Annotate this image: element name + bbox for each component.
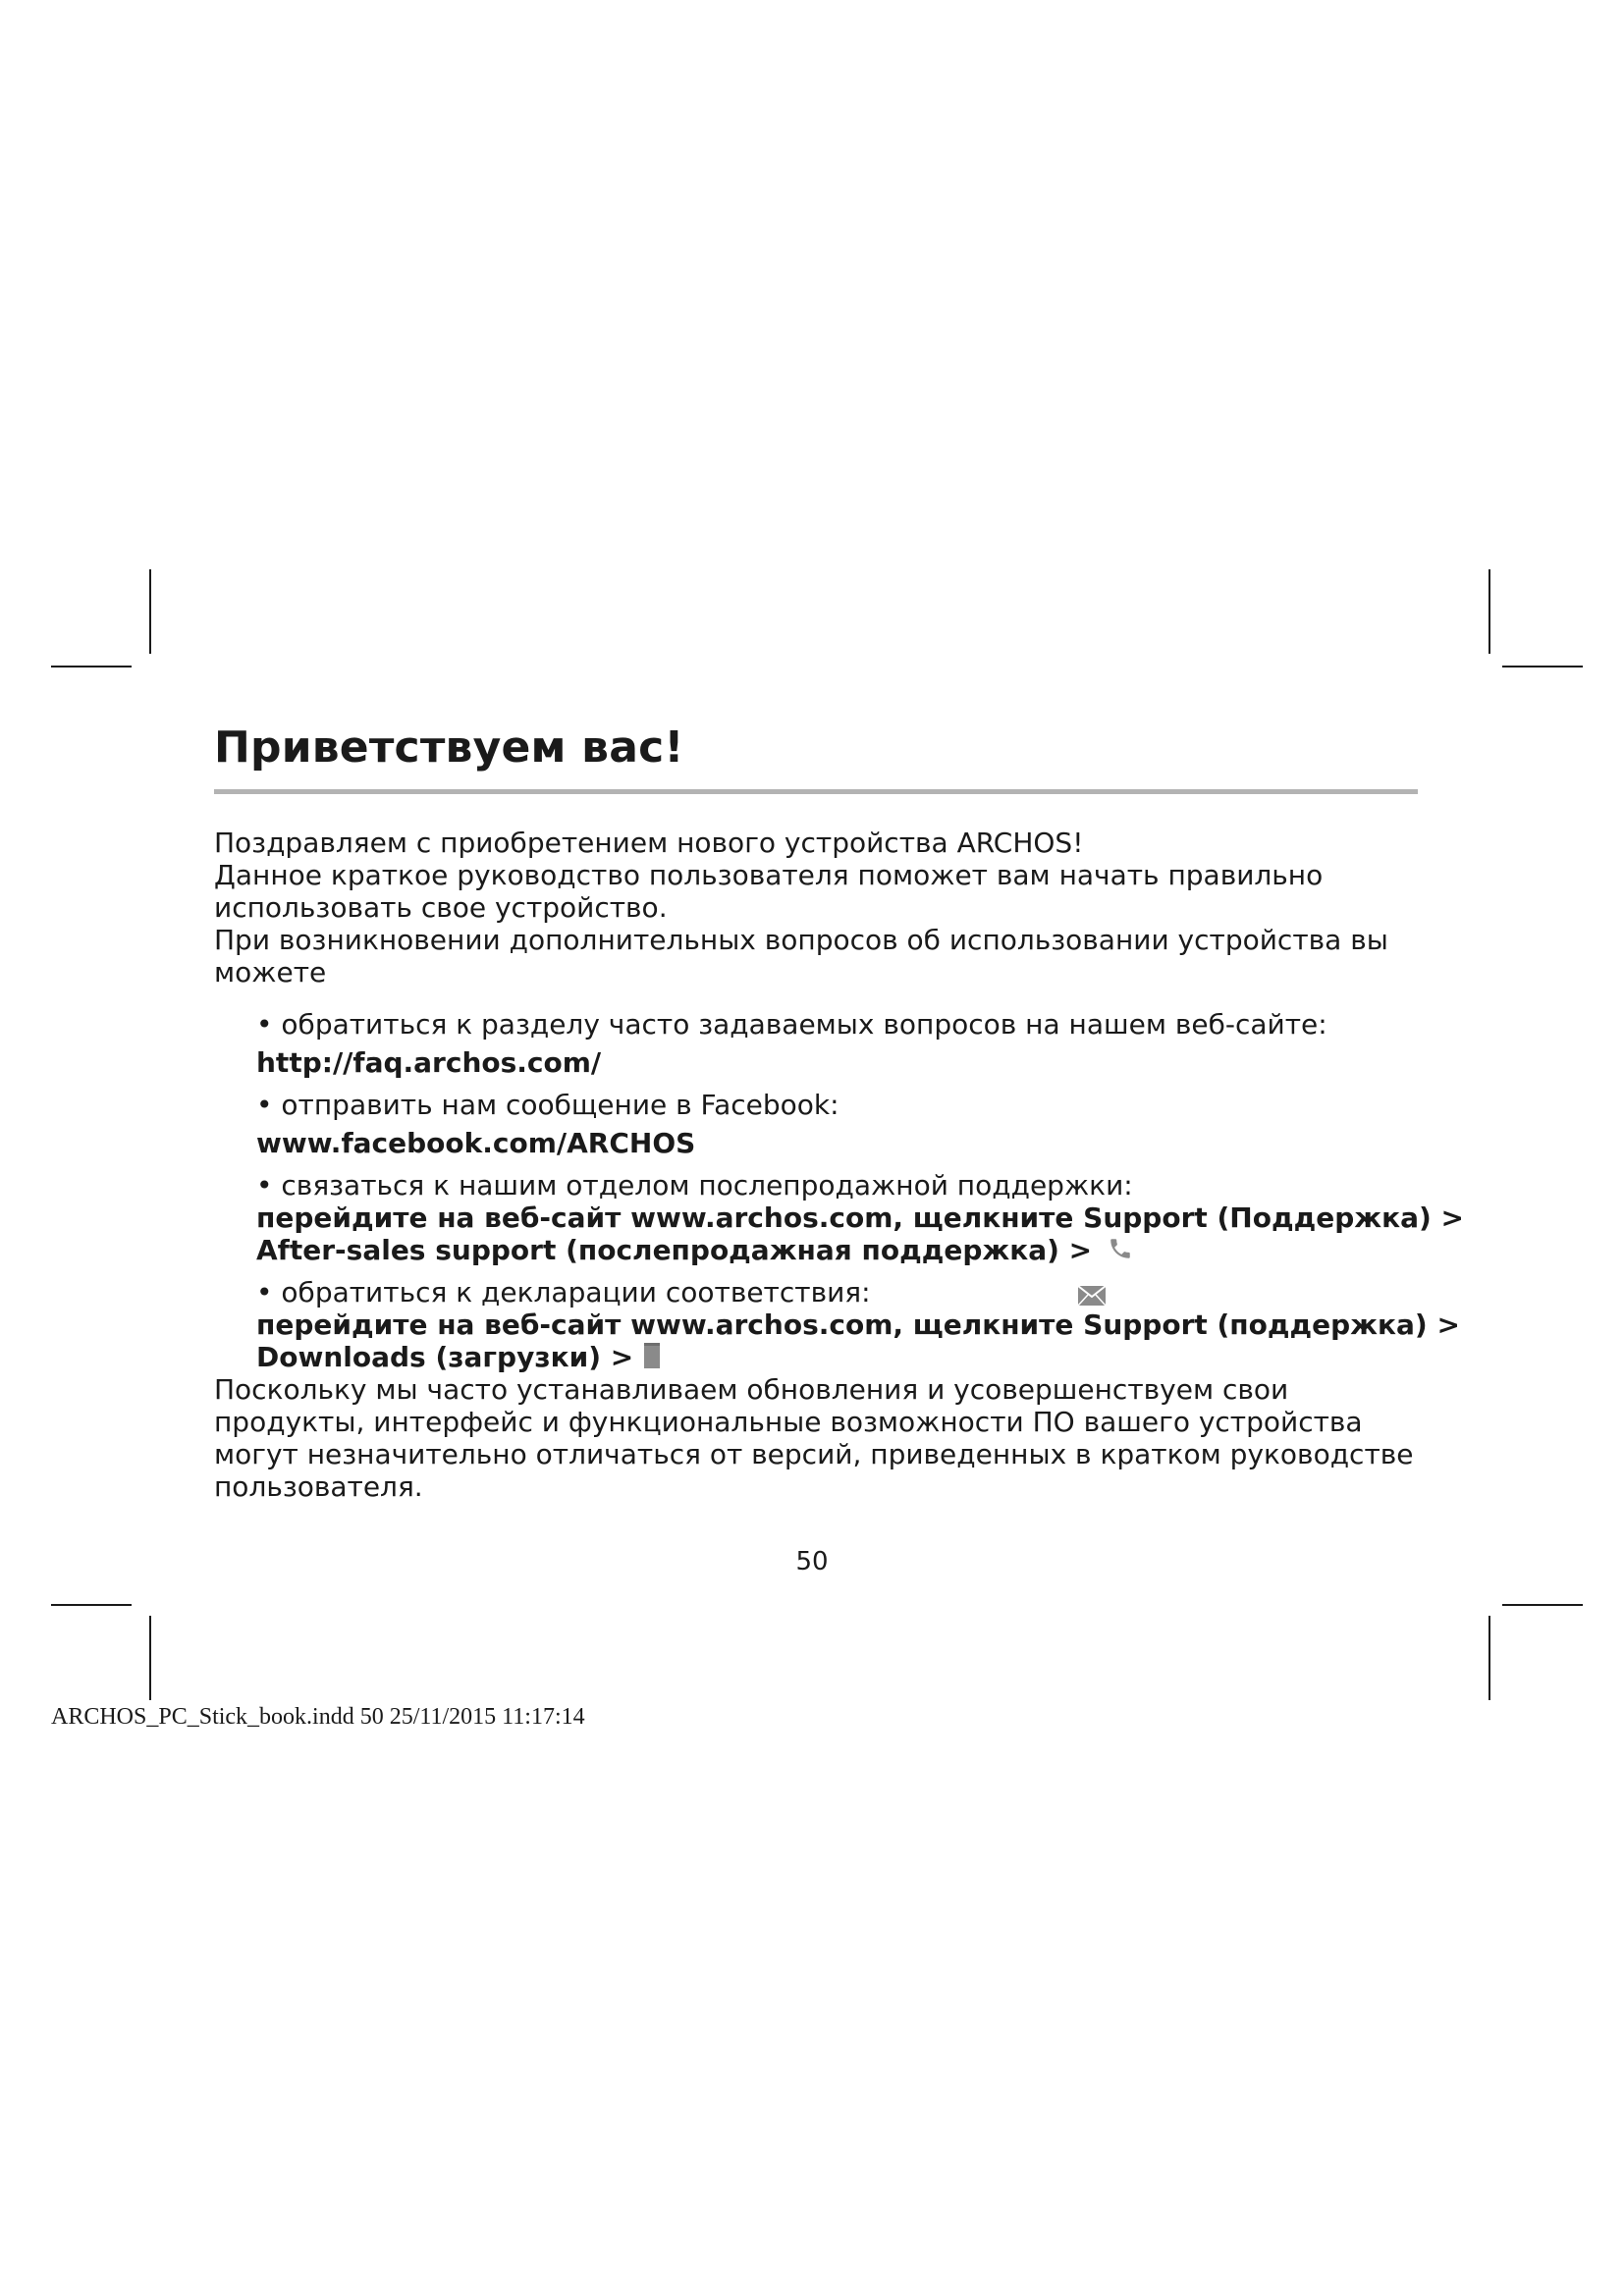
declaration-bullet: [256, 1276, 1422, 1308]
intro-line: Поздравляем с приобретением нового устройства ARCHOS!: [214, 827, 1084, 859]
outro-line: могут незначительно отличаться от версий, приведенных в кратком руководстве: [214, 1438, 1414, 1470]
page-title: Приветствуем вас!: [214, 722, 684, 773]
declaration-instructions-line-2: [256, 1341, 1422, 1373]
crop-mark-top-right-horizontal: [1502, 666, 1583, 667]
faq-link[interactable]: http://faq.archos.com/: [256, 1046, 602, 1079]
support-bullet: • связаться к нашим отделом послепродажной поддержки:: [256, 1169, 1133, 1201]
intro-line: При возникновении дополнительных вопросов об использовании устройства вы: [214, 924, 1388, 956]
mail-icon: [1077, 1285, 1107, 1307]
crop-mark-top-right-vertical: [1489, 569, 1490, 654]
declaration-instructions-line: перейдите на веб-сайт www.archos.com, щелкните Support (поддержка) >: [256, 1308, 1460, 1341]
declaration-bullet-text: • обратиться к декларации соответствия:: [256, 1276, 871, 1308]
outro-line: продукты, интерфейс и функциональные возможности ПО вашего устройства: [214, 1406, 1363, 1438]
support-path-text: After-sales support (послепродажная поддержка) >: [256, 1234, 1093, 1266]
downloads-path-text: Downloads (загрузки) >: [256, 1341, 634, 1373]
support-instructions-line-2: [256, 1234, 1422, 1266]
contact-options-list: [214, 1008, 1465, 1373]
facebook-bullet: • отправить нам сообщение в Facebook:: [256, 1089, 839, 1121]
title-underline-rule: [214, 789, 1418, 794]
intro-line: Данное краткое руководство пользователя поможет вам начать правильно: [214, 859, 1324, 891]
outro-line: пользователя.: [214, 1470, 423, 1503]
phone-icon: [1108, 1236, 1133, 1261]
crop-mark-top-left-horizontal: [51, 666, 132, 667]
crop-mark-bottom-left-horizontal: [51, 1604, 132, 1606]
print-slug: ARCHOS_PC_Stick_book.indd 50 25/11/2015 11:17:14: [51, 1704, 585, 1730]
intro-paragraph: [214, 827, 1422, 988]
facebook-link[interactable]: www.facebook.com/ARCHOS: [256, 1127, 696, 1159]
main-content: [214, 827, 1465, 1503]
closing-paragraph: [214, 1373, 1422, 1503]
crop-mark-bottom-right-vertical: [1489, 1616, 1490, 1700]
crop-mark-bottom-right-horizontal: [1502, 1604, 1583, 1606]
outro-line: Поскольку мы часто устанавливаем обновления и усовершенствуем свои: [214, 1373, 1289, 1406]
crop-mark-bottom-left-vertical: [149, 1616, 151, 1700]
intro-line: использовать свое устройство.: [214, 891, 668, 924]
page-number: 50: [795, 1547, 829, 1576]
download-icon: [643, 1342, 661, 1369]
crop-mark-top-left-vertical: [149, 569, 151, 654]
intro-line: можете: [214, 956, 327, 988]
support-instructions-line: перейдите на веб-сайт www.archos.com, щелкните Support (Поддержка) >: [256, 1201, 1465, 1234]
faq-bullet: • обратиться к разделу часто задаваемых вопросов на нашем веб-сайте:: [256, 1008, 1327, 1041]
